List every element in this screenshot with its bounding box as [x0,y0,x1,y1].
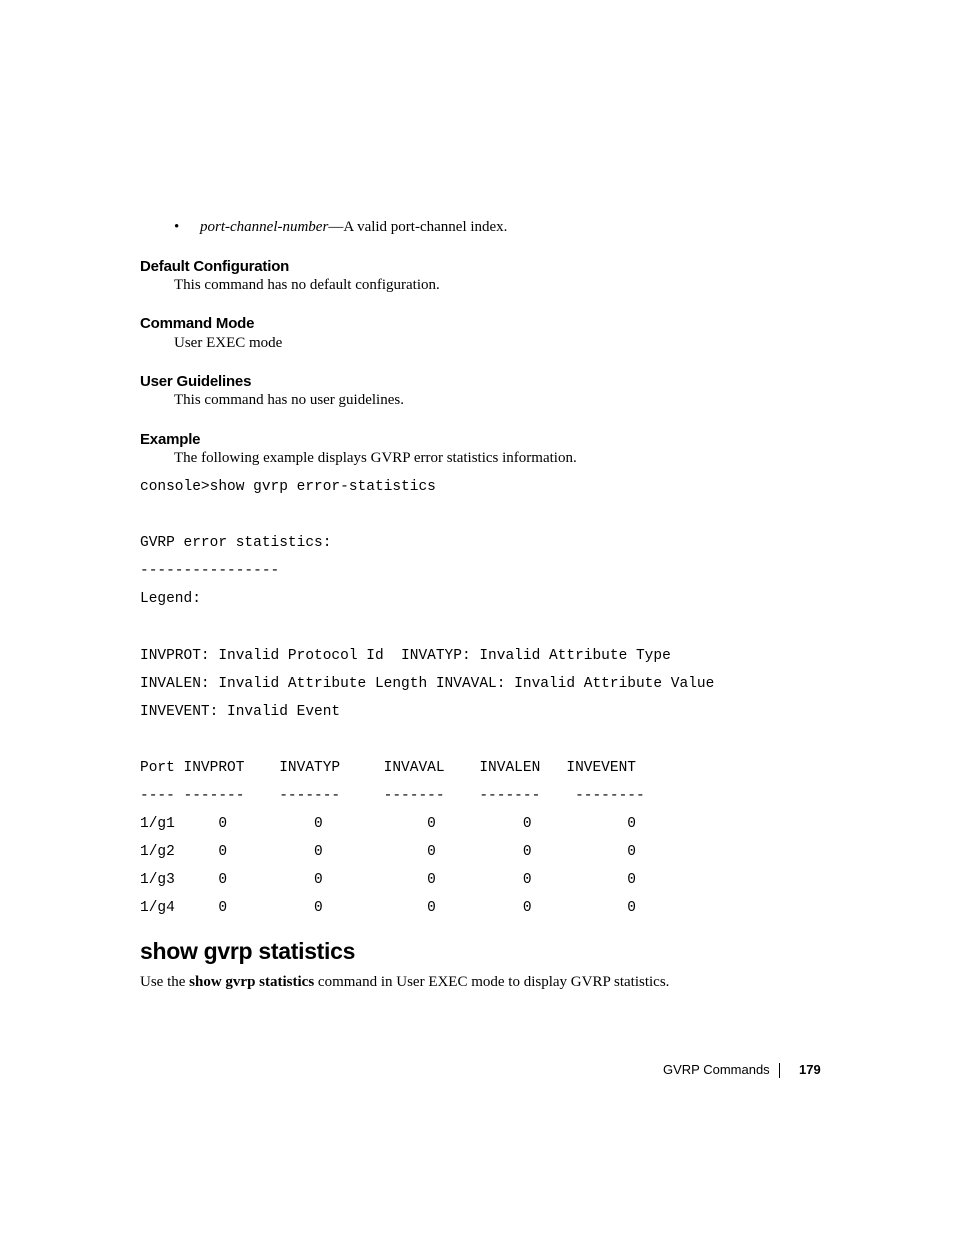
intro-command: show gvrp statistics [189,974,315,990]
code-line: ---- ------- ------- ------- ------- -------- [140,788,645,804]
body-user-guidelines: This command has no user guidelines. [174,392,404,408]
code-line: INVALEN: Invalid Attribute Length INVAVAL: Invalid Attribute Value [140,676,715,692]
code-line: 1/g2 0 0 0 0 0 [140,844,636,860]
heading-example: Example [140,431,201,448]
bullet-marker: • [174,219,180,235]
code-line: INVEVENT: Invalid Event [140,704,341,720]
code-line: ---------------- [140,563,280,579]
heading-user-guidelines: User Guidelines [140,373,252,390]
heading-default-configuration: Default Configuration [140,258,290,275]
intro-paragraph [140,974,669,991]
section-title: show gvrp statistics [140,938,356,964]
code-line: 1/g1 0 0 0 0 0 [140,816,636,832]
intro-post: command in User EXEC mode to display GVRP statistics. [314,974,670,990]
code-line: Legend: [140,591,201,607]
intro-pre: Use the [140,974,190,990]
code-line: 1/g3 0 0 0 0 0 [140,872,636,888]
body-default-configuration: This command has no default configuration. [174,277,440,293]
bullet-desc: —A valid port-channel index. [328,219,508,235]
footer-chapter: GVRP Commands [663,1062,770,1077]
code-line: Port INVPROT INVATYP INVAVAL INVALEN INVEVENT [140,760,636,776]
code-line: console>show gvrp error-statistics [140,479,436,495]
body-command-mode: User EXEC mode [174,335,283,351]
code-line: GVRP error statistics: [140,535,332,551]
bullet-item [200,219,507,236]
code-line: INVPROT: Invalid Protocol Id INVATYP: Invalid Attribute Type [140,648,671,664]
bullet-term: port-channel-number [200,219,329,235]
footer-separator [779,1063,780,1078]
page-number: 179 [799,1062,821,1077]
body-example: The following example displays GVRP error statistics information. [174,450,577,466]
code-line: 1/g4 0 0 0 0 0 [140,900,636,916]
heading-command-mode: Command Mode [140,315,255,332]
